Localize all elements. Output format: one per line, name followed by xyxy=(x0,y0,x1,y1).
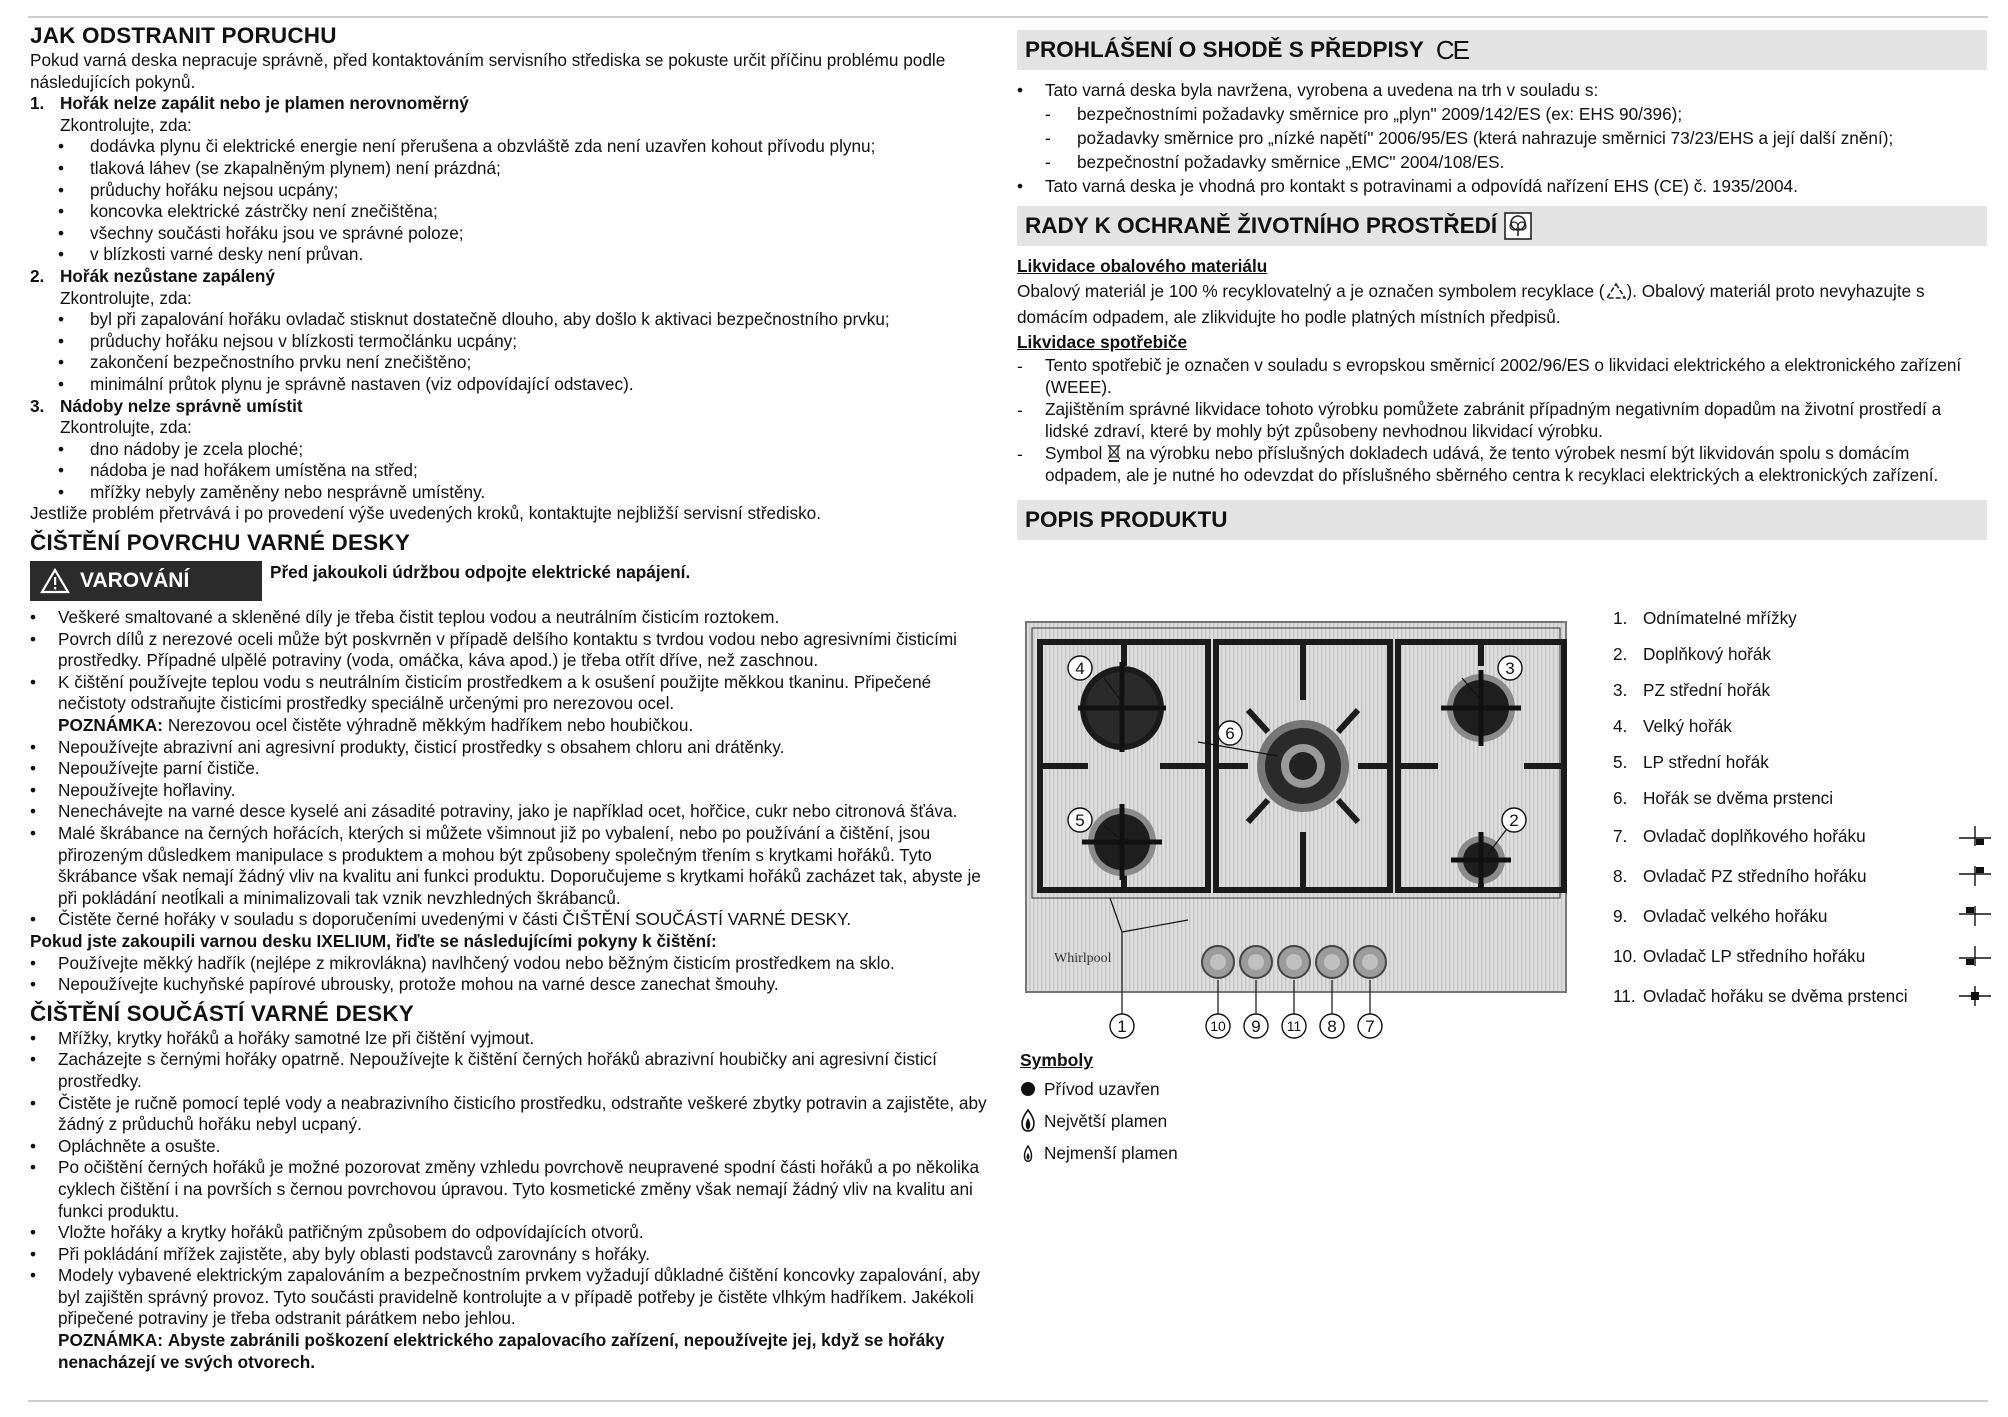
knob-position-tl-icon xyxy=(1957,904,1993,928)
warning-label: VAROVÁNÍ xyxy=(80,569,190,593)
list-item: • Nepoužívejte abrazivní ani agresivní produkty, čisticí prostředky s obsahem chloru ani drátěnky. xyxy=(30,736,785,757)
problem-number: 3. xyxy=(30,395,45,416)
eco-tree-icon xyxy=(1503,211,1533,241)
right-column xyxy=(1017,30,1987,548)
legend-item: 9. Ovladač velkého hořáku xyxy=(1613,896,1993,936)
problem-number: 2. xyxy=(30,265,45,286)
list-item: • dno nádoby je zcela ploché; xyxy=(58,438,304,459)
conformity-heading-bar xyxy=(1017,30,1987,70)
list-item: • Povrch dílů z nerezové oceli může být poskvrněn v případě delšího kontaktu s tvrdou vodou nebo agresivními čisticími prostředky. Případné ulpělé potraviny (voda, omáčka, káva apod.) je třeba otřít dříve, než zaschnou. xyxy=(30,628,957,671)
knob-10 xyxy=(1202,946,1234,978)
knob-position-center-icon xyxy=(1957,984,1993,1008)
note-label: POZNÁMKA: xyxy=(58,1330,164,1351)
large-flame-icon xyxy=(1020,1109,1036,1133)
list-item: • Tato varná deska byla navržena, vyrobena a uvedena na trh v souladu s: xyxy=(1017,80,1599,100)
svg-text:8: 8 xyxy=(1327,1017,1337,1036)
symbol-item: Nejmenší plamen xyxy=(1020,1137,1178,1169)
list-item: • dodávka plynu či elektrické energie není přerušena a obzvláště zda není uzavřen kohout přívodu plynu; xyxy=(58,136,876,157)
list-item: • průduchy hořáku nejsou ucpány; xyxy=(58,179,339,200)
problem-title: Nádoby nelze správně umístit xyxy=(60,395,303,416)
conformity-heading: PROHLÁŠENÍ O SHODĚ S PŘEDPISY xyxy=(1025,37,1424,62)
legend-item: 7. Ovladač doplňkového hořáku xyxy=(1613,816,1993,856)
surface-cleaning-heading: ČIŠTĚNÍ POVRCHU VARNÉ DESKY xyxy=(30,530,411,556)
check-label: Zkontrolujte, zda: xyxy=(60,287,192,308)
warning-block xyxy=(30,561,995,601)
product-heading-bar xyxy=(1017,500,1987,540)
svg-text:10: 10 xyxy=(1210,1018,1226,1034)
knob-position-br-icon xyxy=(1957,824,1993,848)
legend-item: 8. Ovladač PZ středního hořáku xyxy=(1613,856,1993,896)
list-item: • Veškeré smaltované a skleněné díly je třeba čistit teplou vodou a neutrálním čisticím roztokem. xyxy=(30,607,780,628)
problem-1 xyxy=(30,93,995,266)
list-item: • Čistěte je ručně pomocí teplé vody a neabrazivního čisticího prostředku, odstraňte veškeré zbytky potravin a zajistěte, aby žádný z průduchů hořáku nebyl ucpaný. xyxy=(30,1092,987,1135)
ce-mark: CE xyxy=(1435,35,1468,65)
legend-item: 11. Ovladač hořáku se dvěma prstenci xyxy=(1613,976,1993,1016)
filled-dot-icon xyxy=(1020,1081,1036,1097)
list-item: • Používejte měkký hadřík (nejlépe z mikrovlákna) navlhčený vodou nebo běžným čisticím prostředkem na sklo. xyxy=(30,952,895,973)
troubleshooting-heading: JAK ODSTRANIT PORUCHU xyxy=(30,23,337,48)
crossed-bin-icon xyxy=(1107,442,1121,462)
list-item: • Modely vybavené elektrickým zapalováním a bezpečnostním prvkem vyžadují důkladné čištění koncovky zapalování, aby byl zajištěn správný provoz. Tyto součásti pravidelně kontrolujte a v případě potřeby je čistěte vlhkým hadříkem. Jakékoli připečené potraviny je třeba odstranit párátkem nebo jehlou. POZNÁMKA: Abyste zabránili poškození elektrického zapalovacího zařízení, nepoužívejte jej, když se hořáky nenacházejí ve svých otvorech. xyxy=(30,1265,980,1372)
bottom-rule xyxy=(28,1400,1988,1402)
knob-position-bl-icon xyxy=(1957,944,1993,968)
legend-item: 10. Ovladač LP středního hořáku xyxy=(1613,936,1993,976)
list-item: • Zacházejte s černými hořáky opatrně. Nepoužívejte k čištění černých hořáků abrazivní houbičky ani agresivní čisticí prostředky. xyxy=(30,1049,937,1091)
list-item: • K čištění používejte teplou vodu s neutrálním čisticím prostředkem a k osušení použijte měkkou tkaninu. Připečené nečistoty odstraňujte čisticími prostředky speciálně určenými pro nerezovou ocel. POZNÁMKA: Nerezovou ocel čistěte výhradně měkkým hadříkem nebo houbičkou. xyxy=(30,671,932,736)
svg-text:5: 5 xyxy=(1075,811,1085,830)
list-item: • nádoba je nad hořákem umístěna na střed; xyxy=(58,460,418,481)
list-item: • Nepoužívejte kuchyňské papírové ubrousky, protože mohou na varné desce zanechat šmouhy. xyxy=(30,974,779,995)
symbol-item: Přívod uzavřen xyxy=(1020,1073,1178,1105)
top-rule xyxy=(28,16,1988,18)
note-text: Abyste zabránili poškození elektrického zapalovacího zařízení, nepoužívejte jej, když se hořáky nenacházejí ve svých otvorech. xyxy=(58,1330,945,1372)
legend-item: 4. Velký hořák xyxy=(1613,715,1732,736)
svg-text:9: 9 xyxy=(1251,1017,1261,1036)
small-flame-icon xyxy=(1020,1143,1036,1163)
list-item: • koncovka elektrické zástrčky není znečištěna; xyxy=(58,201,438,222)
knob-9 xyxy=(1240,946,1272,978)
environment-heading: RADY K OCHRANĚ ŽIVOTNÍHO PROSTŘEDÍ xyxy=(1025,213,1498,238)
list-item: • zakončení bezpečnostního prvku není znečištěno; xyxy=(58,352,472,373)
note-text: Nerezovou ocel čistěte výhradně měkkým hadříkem nebo houbičkou. xyxy=(167,715,694,736)
check-label: Zkontrolujte, zda: xyxy=(60,417,192,438)
svg-text:7: 7 xyxy=(1365,1017,1375,1036)
dual-ring-burner xyxy=(1257,720,1349,812)
note-label: POZNÁMKA: xyxy=(58,715,164,736)
list-item: • v blízkosti varné desky není průvan. xyxy=(58,244,364,265)
list-item: • Při pokládání mřížek zajistěte, aby byly oblasti podstavců zarovnány s hořáky. xyxy=(30,1243,650,1264)
list-item: • minimální průtok plynu je správně nastaven (viz odpovídající odstavec). xyxy=(58,373,634,394)
list-item: • Po očištění černých hořáků je možné pozorovat změny vzhledu povrchově neupravené spodní části hořáků a po několika cyklech čištění i na površích s černou povrchovou úpravou. Tyto kosmetické změny však nemají žádný vliv na kvalitu ani funkci produktu. xyxy=(30,1157,980,1221)
legend-item: 3. PZ střední hořák xyxy=(1613,679,1771,700)
hob-illustration xyxy=(1018,610,1578,1050)
callout-7 xyxy=(1358,1014,1382,1038)
svg-text:2: 2 xyxy=(1509,811,1519,830)
list-item: • byl při zapalování hořáku ovladač stisknut dostatečně dlouho, aby došlo k aktivaci bezpečnostního prvku; xyxy=(58,309,890,330)
knob-position-tr-icon xyxy=(1957,864,1993,888)
list-item: • Nepoužívejte parní čističe. xyxy=(30,758,260,779)
list-item: - bezpečnostní požadavky směrnice „EMC" 2004/108/ES. xyxy=(1045,152,1505,172)
product-heading: POPIS PRODUKTU xyxy=(1025,507,1228,532)
knob-7 xyxy=(1354,946,1386,978)
problem-title: Hořák nelze zapálit nebo je plamen nerovnoměrný xyxy=(60,93,469,114)
legend-item: 2. Doplňkový hořák xyxy=(1613,643,1772,664)
callout-9 xyxy=(1244,1014,1268,1038)
problem-3 xyxy=(30,396,995,504)
symbols-heading: Symboly xyxy=(1020,1050,1093,1070)
list-item: • Opláchněte a osušte. xyxy=(30,1135,221,1156)
list-item: • všechny součásti hořáku jsou ve správné poloze; xyxy=(58,222,464,243)
environment-heading-bar xyxy=(1017,206,1987,246)
callout-10 xyxy=(1206,1014,1230,1038)
brand-logo: Whirlpool xyxy=(1054,951,1112,966)
troubleshooting-intro: Pokud varná deska nepracuje správně, před kontaktováním servisního střediska se pokuste určit příčinu problému podle následujících pokynů. xyxy=(30,50,946,92)
callout-11 xyxy=(1282,1014,1306,1038)
list-item: • Čistěte černé hořáky v souladu s doporučeními uvedenými v části ČIŠTĚNÍ SOUČÁSTÍ VARNÉ DESKY. xyxy=(30,909,852,930)
product-legend xyxy=(1613,600,1993,1016)
warning-triangle-icon xyxy=(40,568,70,594)
legend-item: 5. LP střední hořák xyxy=(1613,751,1769,772)
list-item: - bezpečnostními požadavky směrnice pro „plyn" 2009/142/ES (ex: EHS 90/396); xyxy=(1045,104,1683,124)
callout-6 xyxy=(1218,721,1242,745)
warning-badge xyxy=(30,561,262,601)
problem-2 xyxy=(30,266,995,396)
list-item: • Nenechávejte na varné desce kyselé ani zásadité potraviny, jako je například ocet, hořčice, cukr nebo citronová šťáva. xyxy=(30,801,958,822)
svg-text:6: 6 xyxy=(1225,724,1235,743)
knob-11 xyxy=(1278,946,1310,978)
list-item: • průduchy hořáku nejsou v blízkosti termočlánku ucpány; xyxy=(58,330,518,351)
legend-item: 1. Odnímatelné mřížky xyxy=(1613,607,1797,628)
parts-cleaning-heading: ČIŠTĚNÍ SOUČÁSTÍ VARNÉ DESKY xyxy=(30,1000,414,1026)
knob-8 xyxy=(1316,946,1348,978)
check-label: Zkontrolujte, zda: xyxy=(60,114,192,135)
svg-text:11: 11 xyxy=(1286,1018,1302,1034)
list-item: • Nepoužívejte hořlaviny. xyxy=(30,779,236,800)
list-item: • Tato varná deska je vhodná pro kontakt s potravinami a odpovídá nařízení EHS (CE) č. 1935/2004. xyxy=(1017,176,1798,196)
svg-text:1: 1 xyxy=(1117,1017,1127,1036)
list-item: - Tento spotřebič je označen v souladu s evropskou směrnicí 2002/96/ES o likvidaci elektrického a elektronického zařízení (WEEE). xyxy=(1017,355,1962,397)
symbol-item: Největší plamen xyxy=(1020,1105,1178,1137)
list-item: • Mřížky, krytky hořáků a hořáky samotné lze při čištění vyjmout. xyxy=(30,1027,535,1048)
list-item: • Malé škrábance na černých hořácích, kterých si můžete všimnout již po vybalení, nebo po používání a čištění, jsou přirozeným důsledkem manipulace s produktem a mohou být způsobeny společným třením s krytkami hořáků. Tyto škrábance však nemají žádný vliv na kvalitu ani funkci produktu. Doporučujeme s krytkami hořáků zacházet tak, abyste je při pokládání neotĺkali a minimalizovali tak vznik nevzhledných škrábanců. xyxy=(30,823,981,908)
list-item: - požadavky směrnice pro „nízké napětí" 2006/95/ES (která nahrazuje směrnici 73/23/EHS a její další znění); xyxy=(1045,128,1894,148)
list-item: - Symbol na výrobku nebo příslušných dokladech udává, že tento výrobek nesmí být likvidován spolu s domácím odpadem, ale je nutné ho odevzdat do příslušného sběrného centra k recyklaci elektrických a elektronických zařízení. xyxy=(1017,443,1939,485)
warning-text: Před jakoukoli údržbou odpojte elektrické napájení. xyxy=(270,562,691,583)
problem-title: Hořák nezůstane zapálený xyxy=(60,265,275,286)
recycle-icon xyxy=(1605,282,1627,300)
list-item: • mřížky nebyly zaměněny nebo nesprávně umístěny. xyxy=(58,481,486,502)
callout-8 xyxy=(1320,1014,1344,1038)
packaging-text: Obalový materiál je 100 % recyklovatelný a je označen symbolem recyklace ( ). Obalový materiál proto nevyhazujte s domácím odpadem, ale zlikvidujte ho podle platných místních předpisů. xyxy=(1017,281,1925,327)
svg-text:3: 3 xyxy=(1505,659,1515,678)
list-item: - Zajištěním správné likvidace tohoto výrobku pomůžete zabránit případným negativním dopadům na životní prostředí a lidské zdraví, které by mohly být způsobeny nevhodnou likvidací výrobku. xyxy=(1017,399,1942,441)
ixelium-instructions: Pokud jste zakoupili varnou desku IXELIUM, řiďte se následujícími pokyny k čištění: xyxy=(30,930,717,951)
appliance-subheading: Likvidace spotřebiče xyxy=(1017,332,1188,352)
legend-item: 6. Hořák se dvěma prstenci xyxy=(1613,787,1834,808)
callout-5 xyxy=(1068,808,1092,832)
callout-3 xyxy=(1498,656,1522,680)
troubleshooting-closing: Jestliže problém přetrvává i po provedení výše uvedených kroků, kontaktujte nejbližší servisní středisko. xyxy=(30,503,822,524)
symbols-block xyxy=(1020,1050,1178,1169)
packaging-subheading: Likvidace obalového materiálu xyxy=(1017,256,1268,276)
callout-2 xyxy=(1502,808,1526,832)
svg-text:4: 4 xyxy=(1075,659,1085,678)
list-item: • tlaková láhev (se zkapalněným plynem) není prázdná; xyxy=(58,157,501,178)
callout-1 xyxy=(1110,1014,1134,1038)
left-column xyxy=(30,22,995,1373)
problem-number: 1. xyxy=(30,93,45,114)
list-item: • Vložte hořáky a krytky hořáků patřičným způsobem do odpovídajících otvorů. xyxy=(30,1222,644,1243)
callout-4 xyxy=(1068,656,1092,680)
